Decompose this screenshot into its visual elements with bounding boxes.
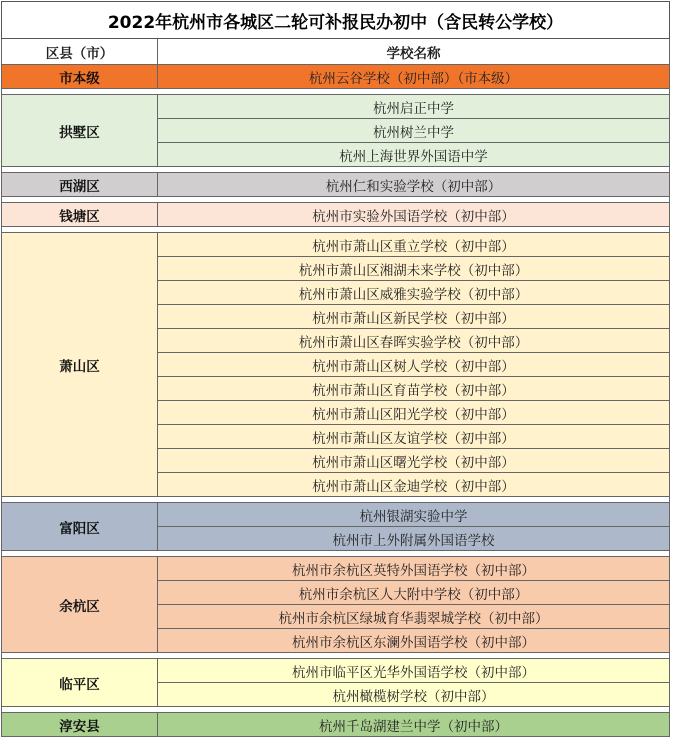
school-cell: 杭州市萧山区新民学校（初中部） [158,305,670,329]
school-cell: 杭州启正中学 [158,95,670,119]
header-school: 学校名称 [158,39,670,65]
school-cell: 杭州云谷学校（初中部）（市本级） [158,65,670,89]
school-cell: 杭州市萧山区友谊学校（初中部） [158,425,670,449]
district-cell: 余杭区 [1,557,158,653]
district-cell: 市本级 [1,65,158,89]
school-cell: 杭州橄榄树学校（初中部） [158,683,670,707]
district-cell: 拱墅区 [1,95,158,167]
district-cell: 钱塘区 [1,203,158,227]
school-cell: 杭州市萧山区育苗学校（初中部） [158,377,670,401]
school-cell: 杭州市临平区光华外国语学校（初中部） [158,659,670,683]
school-cell: 杭州市余杭区英特外国语学校（初中部） [158,557,670,581]
school-cell: 杭州千岛湖建兰中学（初中部） [158,713,670,737]
school-cell: 杭州树兰中学 [158,119,670,143]
school-cell: 杭州仁和实验学校（初中部） [158,173,670,197]
header-district: 区县（市） [1,39,158,65]
school-cell: 杭州市萧山区威雅实验学校（初中部） [158,281,670,305]
school-cell: 杭州上海世界外国语中学 [158,143,670,167]
school-cell: 杭州市萧山区曙光学校（初中部） [158,449,670,473]
school-cell: 杭州市余杭区绿城育华翡翠城学校（初中部） [158,605,670,629]
school-cell: 杭州市萧山区金迪学校（初中部） [158,473,670,497]
school-cell: 杭州市萧山区春晖实验学校（初中部） [158,329,670,353]
sheet-title: 2022年杭州市各城区二轮可补报民办初中（含民转公学校） [1,1,670,39]
district-cell: 西湖区 [1,173,158,197]
school-cell: 杭州银湖实验中学 [158,503,670,527]
district-cell: 临平区 [1,659,158,707]
district-cell: 淳安县 [1,713,158,737]
school-cell: 杭州市余杭区人大附中学校（初中部） [158,581,670,605]
school-cell: 杭州市上外附属外国语学校 [158,527,670,551]
school-cell: 杭州市萧山区重立学校（初中部） [158,233,670,257]
district-cell: 萧山区 [1,233,158,497]
school-cell: 杭州市萧山区树人学校（初中部） [158,353,670,377]
school-cell: 杭州市萧山区湘湖未来学校（初中部） [158,257,670,281]
school-cell: 杭州市余杭区东澜外国语学校（初中部） [158,629,670,653]
school-cell: 杭州市实验外国语学校（初中部） [158,203,670,227]
school-cell: 杭州市萧山区阳光学校（初中部） [158,401,670,425]
district-cell: 富阳区 [1,503,158,551]
